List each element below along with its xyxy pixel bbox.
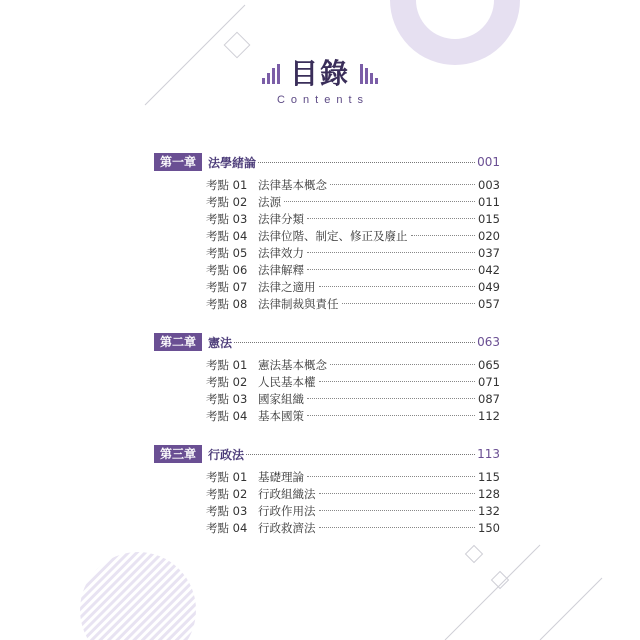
chapter-heading[interactable] bbox=[154, 333, 500, 351]
topic-title: 基本國策 bbox=[258, 408, 304, 423]
toc-header bbox=[0, 58, 640, 106]
chapter-heading[interactable] bbox=[154, 445, 500, 463]
topic-title: 行政救濟法 bbox=[258, 520, 316, 535]
topic-label: 考點 01 bbox=[206, 357, 248, 372]
topic-label: 考點 06 bbox=[206, 262, 248, 277]
topic-title: 人民基本權 bbox=[258, 374, 316, 389]
dot-leader bbox=[307, 261, 475, 270]
diamond-decoration-3 bbox=[492, 572, 509, 589]
chapter-tag: 第一章 bbox=[154, 153, 202, 171]
topic-page: 132 bbox=[478, 503, 500, 518]
topic-label: 考點 05 bbox=[206, 245, 248, 260]
chapter-tag: 第二章 bbox=[154, 333, 202, 351]
topic-label: 考點 02 bbox=[206, 486, 248, 501]
topic-label: 考點 03 bbox=[206, 211, 248, 226]
topic-item[interactable] bbox=[206, 502, 500, 519]
topic-item[interactable] bbox=[206, 244, 500, 261]
topic-title: 法源 bbox=[258, 194, 281, 209]
topic-page: 003 bbox=[478, 177, 500, 192]
topic-list bbox=[154, 176, 500, 312]
topic-item[interactable] bbox=[206, 407, 500, 424]
topic-item[interactable] bbox=[206, 390, 500, 407]
topic-title: 法律解釋 bbox=[258, 262, 304, 277]
topic-item[interactable] bbox=[206, 278, 500, 295]
topic-page: 049 bbox=[478, 279, 500, 294]
chapter-tag: 第三章 bbox=[154, 445, 202, 463]
topic-page: 011 bbox=[478, 194, 500, 209]
topic-item[interactable] bbox=[206, 468, 500, 485]
topic-page: 065 bbox=[478, 357, 500, 372]
dot-leader bbox=[342, 295, 476, 304]
topic-item[interactable] bbox=[206, 519, 500, 536]
dot-leader bbox=[234, 333, 475, 343]
dot-leader bbox=[284, 193, 475, 202]
topic-page: 115 bbox=[478, 469, 500, 484]
topic-item[interactable] bbox=[206, 210, 500, 227]
topic-page: 020 bbox=[478, 228, 500, 243]
topic-item[interactable] bbox=[206, 373, 500, 390]
topic-label: 考點 02 bbox=[206, 194, 248, 209]
topic-page: 150 bbox=[478, 520, 500, 535]
topic-item[interactable] bbox=[206, 227, 500, 244]
dot-leader bbox=[319, 519, 476, 528]
dot-leader bbox=[307, 210, 475, 219]
topic-label: 考點 08 bbox=[206, 296, 248, 311]
topic-list bbox=[154, 468, 500, 536]
topic-page: 128 bbox=[478, 486, 500, 501]
dot-leader bbox=[330, 356, 475, 365]
topic-list bbox=[154, 356, 500, 424]
dot-leader bbox=[307, 407, 475, 416]
topic-title: 法律位階、制定、修正及廢止 bbox=[258, 228, 408, 243]
chapter-page: 063 bbox=[477, 335, 500, 349]
topic-label: 考點 01 bbox=[206, 177, 248, 192]
topic-label: 考點 04 bbox=[206, 408, 248, 423]
topic-title: 基礎理論 bbox=[258, 469, 304, 484]
page-subtitle: Contents bbox=[276, 94, 370, 106]
topic-title: 行政組織法 bbox=[258, 486, 316, 501]
topic-title: 行政作用法 bbox=[258, 503, 316, 518]
chapter-page: 113 bbox=[477, 447, 500, 461]
topic-page: 042 bbox=[478, 262, 500, 277]
topic-label: 考點 07 bbox=[206, 279, 248, 294]
dot-leader bbox=[411, 227, 476, 236]
topic-title: 法律效力 bbox=[258, 245, 304, 260]
topic-title: 法律分類 bbox=[258, 211, 304, 226]
topic-label: 考點 03 bbox=[206, 503, 248, 518]
title-row bbox=[0, 58, 640, 90]
topic-page: 071 bbox=[478, 374, 500, 389]
topic-page: 112 bbox=[478, 408, 500, 423]
topic-page: 037 bbox=[478, 245, 500, 260]
dot-leader bbox=[319, 502, 476, 511]
page-title: 目錄 bbox=[289, 57, 350, 90]
chapter-page: 001 bbox=[477, 155, 500, 169]
topic-item[interactable] bbox=[206, 261, 500, 278]
chapter-3 bbox=[154, 445, 500, 536]
chapter-title: 法學緒論 bbox=[208, 155, 257, 170]
topic-label: 考點 02 bbox=[206, 374, 248, 389]
chapter-title: 行政法 bbox=[208, 447, 245, 462]
dot-leader bbox=[258, 153, 475, 163]
dot-leader bbox=[307, 244, 475, 253]
topic-item[interactable] bbox=[206, 485, 500, 502]
topic-item[interactable] bbox=[206, 176, 500, 193]
dot-leader bbox=[246, 445, 475, 455]
chapter-title: 憲法 bbox=[208, 335, 233, 350]
topic-title: 憲法基本概念 bbox=[258, 357, 327, 372]
diagonal-line-decoration-3 bbox=[540, 578, 602, 640]
striped-circle-decoration bbox=[80, 552, 196, 640]
topic-label: 考點 04 bbox=[206, 228, 248, 243]
dot-leader bbox=[307, 468, 475, 477]
chapter-2 bbox=[154, 333, 500, 424]
topic-item[interactable] bbox=[206, 193, 500, 210]
bar-chart-icon-right bbox=[360, 64, 378, 84]
topic-title: 法律基本概念 bbox=[258, 177, 327, 192]
dot-leader bbox=[307, 390, 475, 399]
topic-item[interactable] bbox=[206, 356, 500, 373]
chapter-1 bbox=[154, 153, 500, 312]
diamond-decoration-2 bbox=[466, 546, 483, 563]
dot-leader bbox=[319, 278, 476, 287]
topic-page: 015 bbox=[478, 211, 500, 226]
topic-label: 考點 03 bbox=[206, 391, 248, 406]
bar-chart-icon-left bbox=[262, 64, 280, 84]
topic-label: 考點 01 bbox=[206, 469, 248, 484]
topic-title: 法律制裁與責任 bbox=[258, 296, 339, 311]
diagonal-line-decoration-2 bbox=[445, 545, 540, 640]
topic-page: 057 bbox=[478, 296, 500, 311]
dot-leader bbox=[330, 176, 475, 185]
topic-item[interactable] bbox=[206, 295, 500, 312]
dot-leader bbox=[319, 485, 476, 494]
dot-leader bbox=[319, 373, 476, 382]
topic-label: 考點 04 bbox=[206, 520, 248, 535]
diamond-decoration bbox=[224, 32, 249, 57]
topic-title: 法律之適用 bbox=[258, 279, 316, 294]
chapter-heading[interactable] bbox=[154, 153, 500, 171]
ring-decoration bbox=[403, 0, 507, 52]
topic-page: 087 bbox=[478, 391, 500, 406]
topic-title: 國家組織 bbox=[258, 391, 304, 406]
